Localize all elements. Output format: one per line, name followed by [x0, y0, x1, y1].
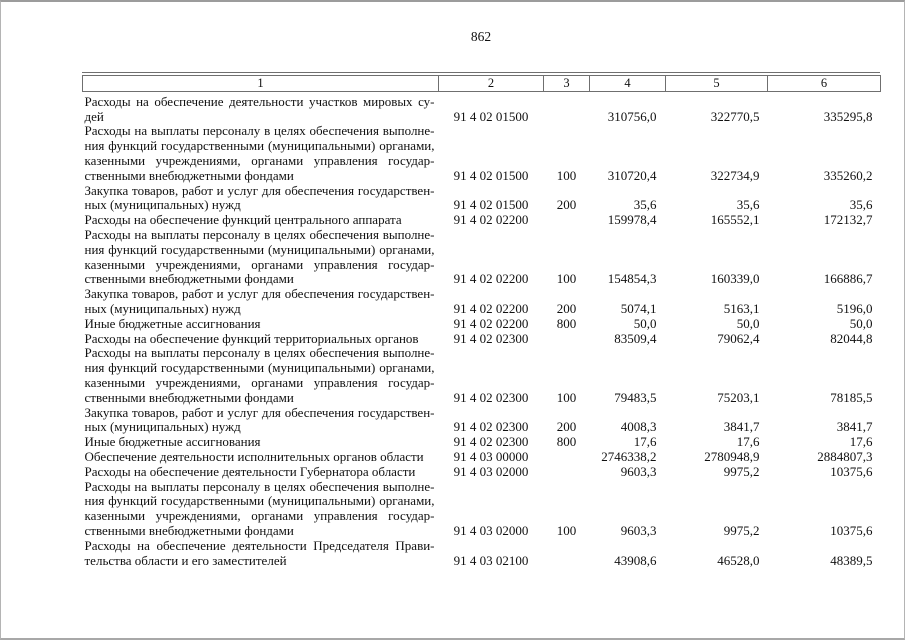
table-row: [83, 539, 881, 569]
description-line: Расходы на обеспечение деятельности участков мировых су-: [84, 93, 435, 109]
row-expense-type-code: [544, 539, 590, 569]
description-line: казенными учреждениями, органами управления государ-: [84, 152, 435, 168]
row-amount-year3: 3841,7: [836, 419, 873, 435]
row-target-code: 91 4 02 02200: [453, 315, 529, 331]
page-number: 862: [470, 29, 492, 44]
row-amount-year1: 2746338,2: [601, 448, 657, 464]
row-expense-type-code: [544, 213, 590, 228]
description-line: казенными учреждениями, органами управления государ-: [84, 508, 435, 524]
row-description: [83, 91, 439, 124]
description-line: ственными внебюджетными фондами: [84, 271, 294, 287]
row-amount-year2: 160339,0: [710, 271, 760, 287]
description-line: Расходы на выплаты персоналу в целях обеспечения выполне-: [84, 345, 435, 361]
row-description: [83, 332, 439, 347]
row-description: [83, 228, 439, 287]
row-description: [83, 124, 439, 183]
table-row: [83, 465, 881, 480]
row-description: [83, 406, 439, 436]
row-amount-year1: 79483,5: [614, 389, 657, 405]
row-amount-year2: 79062,4: [717, 330, 760, 346]
row-amount-year1: 310720,4: [607, 167, 657, 183]
description-line: Иные бюджетные ассигнования: [84, 434, 261, 450]
description-line: ных (муниципальных) нужд: [84, 419, 241, 435]
column-header-2: 2: [439, 76, 544, 92]
row-amount-year3: 17,6: [849, 434, 873, 450]
table-row: [83, 480, 881, 539]
budget-table: [82, 75, 881, 568]
table-row: [83, 317, 881, 332]
row-amount-year2: 2780948,9: [704, 448, 760, 464]
row-amount-year3: 172132,7: [823, 212, 873, 228]
row-amount-year2: 17,6: [736, 434, 760, 450]
column-header-6: 6: [768, 76, 881, 92]
row-amount-year2: 50,0: [736, 315, 760, 331]
table-row: [83, 287, 881, 317]
row-target-code: 91 4 03 00000: [453, 448, 529, 464]
row-amount-year3: 10375,6: [830, 463, 873, 479]
table-row: [83, 228, 881, 287]
row-amount-year1: 154854,3: [607, 271, 657, 287]
description-line: Закупка товаров, работ и услуг для обеспечения государствен-: [84, 286, 435, 302]
description-line: Расходы на выплаты персоналу в целях обеспечения выполне-: [84, 226, 435, 242]
row-expense-type-code: 800: [556, 315, 577, 331]
table-top-rule: [82, 72, 880, 73]
description-line: тельства области и его заместителей: [84, 552, 287, 568]
row-amount-year1: 4008,3: [620, 419, 657, 435]
description-line: ния функций государственными (муниципальными) органами,: [84, 493, 435, 509]
row-target-code: 91 4 02 02200: [453, 212, 529, 228]
row-expense-type-code: [544, 332, 590, 347]
description-line: ния функций государственными (муниципальными) органами,: [84, 360, 435, 376]
row-description: [83, 287, 439, 317]
row-target-code: 91 4 02 02200: [453, 271, 529, 287]
row-amount-year3: 35,6: [849, 197, 873, 213]
row-expense-type-code: 200: [556, 197, 577, 213]
row-amount-year1: 35,6: [633, 197, 657, 213]
row-target-code: 91 4 02 01500: [453, 167, 529, 183]
description-line: ния функций государственными (муниципальными) органами,: [84, 241, 435, 257]
row-target-code: 91 4 03 02000: [453, 463, 529, 479]
row-description: [83, 317, 439, 332]
row-amount-year1: 83509,4: [614, 330, 657, 346]
row-amount-year1: 310756,0: [607, 108, 657, 124]
table-row: [83, 450, 881, 465]
row-expense-type-code: [544, 465, 590, 480]
row-amount-year3: 335295,8: [823, 108, 873, 124]
row-expense-type-code: 100: [556, 167, 577, 183]
row-description: [83, 450, 439, 465]
description-line: дей: [84, 108, 104, 124]
row-amount-year2: 322734,9: [710, 167, 760, 183]
description-line: ных (муниципальных) нужд: [84, 300, 241, 316]
budget-table-block: [82, 72, 880, 568]
description-line: ния функций государственными (муниципальными) органами,: [84, 138, 435, 154]
table-row: [83, 346, 881, 405]
row-amount-year2: 5163,1: [723, 300, 760, 316]
row-description: [83, 480, 439, 539]
row-amount-year3: 82044,8: [830, 330, 873, 346]
row-amount-year1: 9603,3: [620, 463, 657, 479]
row-description: [83, 184, 439, 214]
row-description: [83, 539, 439, 569]
description-line: Закупка товаров, работ и услуг для обеспечения государствен-: [84, 182, 435, 198]
description-line: Расходы на обеспечение деятельности Председателя Прави-: [84, 537, 435, 553]
row-amount-year1: 43908,6: [614, 552, 657, 568]
column-header-3: 3: [544, 76, 590, 92]
row-expense-type-code: 100: [556, 522, 577, 538]
description-line: Расходы на обеспечение деятельности Губернатора области: [84, 463, 416, 479]
description-line: казенными учреждениями, органами управления государ-: [84, 374, 435, 390]
row-target-code: 91 4 02 01500: [453, 197, 529, 213]
row-target-code: 91 4 02 02300: [453, 419, 529, 435]
description-line: Иные бюджетные ассигнования: [84, 315, 261, 331]
row-amount-year1: 50,0: [633, 315, 657, 331]
row-expense-type-code: [544, 450, 590, 465]
description-line: Расходы на обеспечение функций центрального аппарата: [84, 212, 402, 228]
row-target-code: 91 4 02 01500: [453, 108, 529, 124]
row-expense-type-code: 100: [556, 389, 577, 405]
row-expense-type-code: [544, 91, 590, 124]
row-amount-year1: 159978,4: [607, 212, 657, 228]
row-amount-year2: 9975,2: [723, 463, 760, 479]
table-row: [83, 91, 881, 124]
description-line: Закупка товаров, работ и услуг для обеспечения государствен-: [84, 404, 435, 420]
row-description: [83, 435, 439, 450]
row-amount-year2: 46528,0: [717, 552, 760, 568]
row-expense-type-code: 100: [556, 271, 577, 287]
table-row: [83, 332, 881, 347]
description-line: ственными внебюджетными фондами: [84, 167, 294, 183]
row-amount-year2: 322770,5: [710, 108, 760, 124]
description-line: ственными внебюджетными фондами: [84, 522, 294, 538]
table-row: [83, 184, 881, 214]
description-line: ственными внебюджетными фондами: [84, 389, 294, 405]
row-target-code: 91 4 03 02100: [453, 552, 529, 568]
table-row: [83, 406, 881, 436]
row-amount-year2: 165552,1: [710, 212, 760, 228]
table-row: [83, 124, 881, 183]
row-target-code: 91 4 02 02300: [453, 330, 529, 346]
row-amount-year3: 2884807,3: [817, 448, 873, 464]
column-number-header-row: [83, 76, 881, 92]
column-header-5: 5: [666, 76, 768, 92]
row-amount-year2: 3841,7: [723, 419, 760, 435]
row-target-code: 91 4 02 02300: [453, 389, 529, 405]
row-amount-year1: 5074,1: [620, 300, 657, 316]
row-amount-year1: 17,6: [633, 434, 657, 450]
row-target-code: 91 4 03 02000: [453, 522, 529, 538]
row-amount-year1: 9603,3: [620, 522, 657, 538]
description-line: Расходы на обеспечение функций территориальных органов: [84, 330, 419, 346]
description-line: казенными учреждениями, органами управления государ-: [84, 256, 435, 272]
row-amount-year3: 5196,0: [836, 300, 873, 316]
row-amount-year3: 10375,6: [830, 522, 873, 538]
row-amount-year2: 35,6: [736, 197, 760, 213]
row-amount-year2: 75203,1: [717, 389, 760, 405]
row-amount-year3: 335260,2: [823, 167, 873, 183]
description-line: Расходы на выплаты персоналу в целях обеспечения выполне-: [84, 478, 435, 494]
table-row: [83, 213, 881, 228]
row-target-code: 91 4 02 02200: [453, 300, 529, 316]
row-target-code: 91 4 02 02300: [453, 434, 529, 450]
row-expense-type-code: 800: [556, 434, 577, 450]
row-amount-year3: 50,0: [849, 315, 873, 331]
description-line: Расходы на выплаты персоналу в целях обеспечения выполне-: [84, 123, 435, 139]
row-amount-year3: 48389,5: [830, 552, 873, 568]
description-line: ных (муниципальных) нужд: [84, 197, 241, 213]
table-row: [83, 435, 881, 450]
row-description: [83, 465, 439, 480]
row-description: [83, 213, 439, 228]
row-expense-type-code: 200: [556, 419, 577, 435]
row-amount-year3: 78185,5: [830, 389, 873, 405]
column-header-1: 1: [83, 76, 439, 92]
column-header-4: 4: [590, 76, 666, 92]
row-amount-year3: 166886,7: [823, 271, 873, 287]
row-description: [83, 346, 439, 405]
description-line: Обеспечение деятельности исполнительных органов области: [84, 448, 424, 464]
row-expense-type-code: 200: [556, 300, 577, 316]
row-amount-year2: 9975,2: [723, 522, 760, 538]
